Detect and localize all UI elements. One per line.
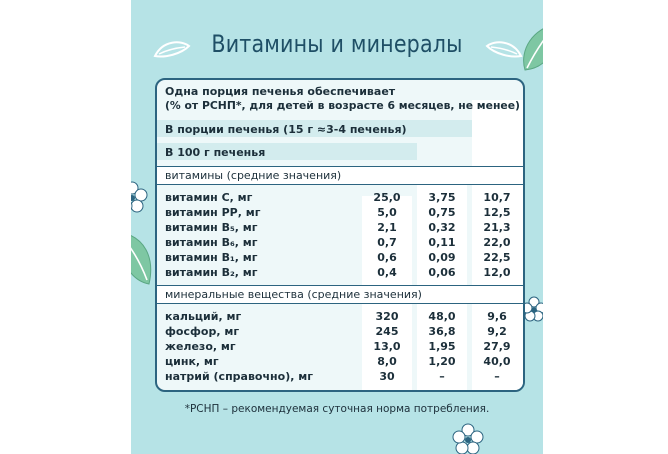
table-row-label: витамин РР, мг — [165, 206, 261, 219]
flower-icon — [131, 180, 149, 214]
background-panel — [131, 0, 543, 454]
table-row-label: витамин B₂, мг — [165, 266, 258, 279]
table-row-label: натрий (справочно), мг — [165, 370, 313, 383]
page-title: Витамины и минералы — [211, 30, 463, 58]
table-row-label: кальций, мг — [165, 310, 242, 323]
value-portion: 0,06 — [428, 266, 456, 279]
table-row-label: витамин B₆, мг — [165, 236, 258, 249]
value-pct: – — [494, 370, 500, 383]
table-row-label: фосфор, мг — [165, 325, 240, 338]
value-pct: 21,3 — [483, 221, 511, 234]
value-per100: 25,0 — [373, 191, 401, 204]
value-portion: 0,09 — [428, 251, 456, 264]
intro-line1: Одна порция печенья обеспечивает — [165, 85, 396, 98]
value-pct: 9,6 — [487, 310, 507, 323]
value-pct: 9,2 — [487, 325, 507, 338]
value-pct: 12,5 — [483, 206, 511, 219]
table-row-label: витамин B₅, мг — [165, 221, 258, 234]
value-pct: 10,7 — [483, 191, 511, 204]
value-portion: – — [439, 370, 445, 383]
green-leaf-icon — [519, 22, 543, 74]
footnote: *РСНП – рекомендуемая суточная норма потребления. — [184, 403, 490, 415]
value-per100: 0,7 — [377, 236, 397, 249]
green-leaf-icon — [131, 228, 155, 288]
value-portion: 0,11 — [428, 236, 456, 249]
flower-icon — [451, 422, 485, 454]
table-row-label: витамин С, мг — [165, 191, 253, 204]
value-per100: 0,4 — [377, 266, 397, 279]
value-pct: 22,0 — [483, 236, 511, 249]
value-per100: 8,0 — [377, 355, 397, 368]
value-portion: 0,75 — [428, 206, 456, 219]
value-pct: 12,0 — [483, 266, 511, 279]
value-pct: 22,5 — [483, 251, 511, 264]
value-portion: 36,8 — [428, 325, 456, 338]
value-per100: 30 — [379, 370, 395, 383]
table-row-label: железо, мг — [165, 340, 236, 353]
value-per100: 0,6 — [377, 251, 397, 264]
value-per100: 5,0 — [377, 206, 397, 219]
value-portion: 1,95 — [428, 340, 456, 353]
minerals-header: минеральные вещества (средние значения) — [165, 288, 422, 301]
value-per100: 2,1 — [377, 221, 397, 234]
value-pct: 40,0 — [483, 355, 511, 368]
value-portion: 1,20 — [428, 355, 456, 368]
value-portion: 0,32 — [428, 221, 456, 234]
value-portion: 3,75 — [428, 191, 456, 204]
intro-line2: (% от РСНП*, для детей в возрасте 6 месяцев, не менее) — [165, 99, 520, 112]
value-portion: 48,0 — [428, 310, 456, 323]
table-row-label: витамин B₁, мг — [165, 251, 258, 264]
value-pct: 27,9 — [483, 340, 511, 353]
portion-label: В порции печенья (15 г ≈3-4 печенья) — [165, 123, 407, 136]
value-per100: 13,0 — [373, 340, 401, 353]
value-per100: 245 — [375, 325, 399, 338]
table-row-label: цинк, мг — [165, 355, 219, 368]
per100-label: В 100 г печенья — [165, 146, 266, 159]
vitamins-header: витамины (средние значения) — [165, 169, 342, 182]
value-per100: 320 — [375, 310, 399, 323]
nutrition-table — [155, 78, 525, 392]
